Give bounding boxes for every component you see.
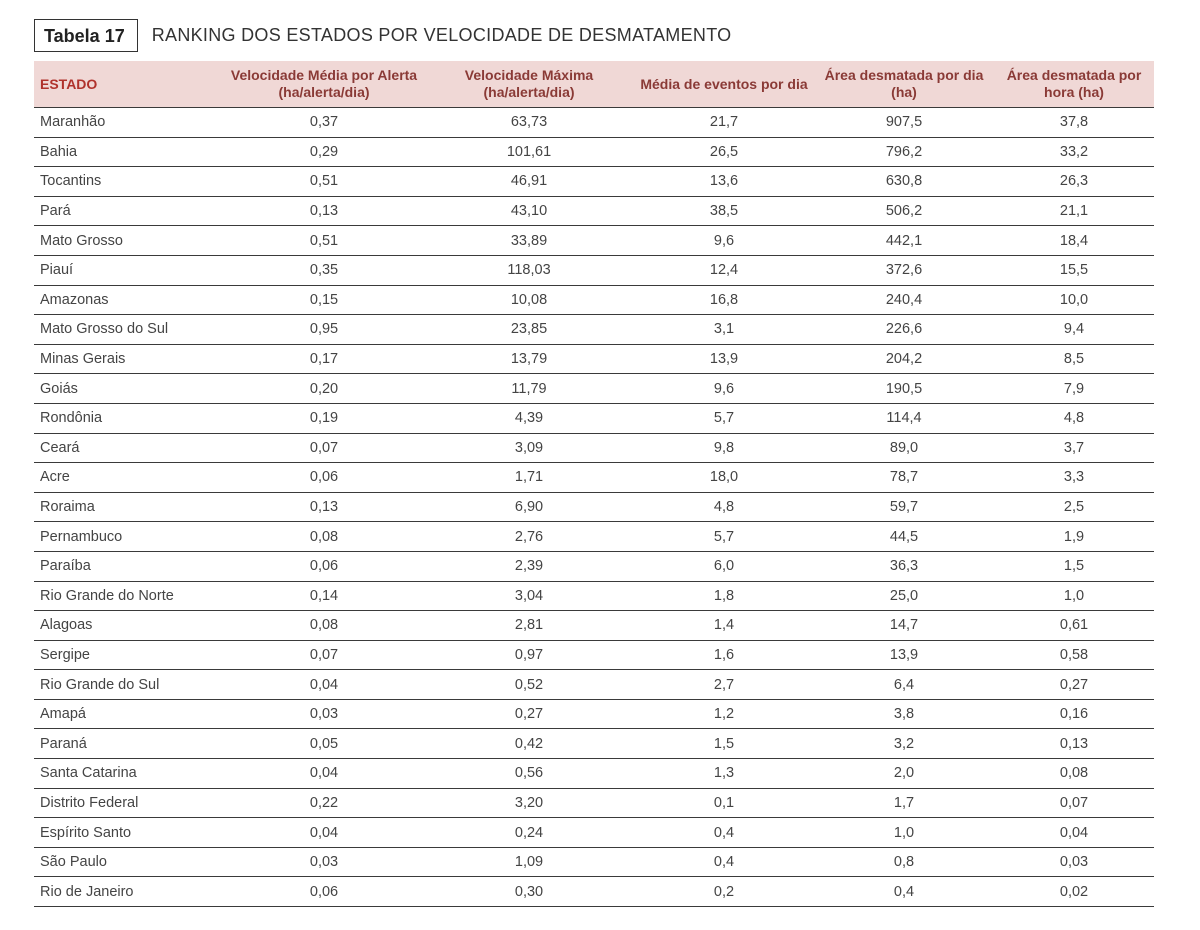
cell-media-eventos: 12,4: [634, 255, 814, 285]
table-row: [34, 433, 1154, 463]
cell-media-eventos: 2,7: [634, 670, 814, 700]
cell-media-eventos: 38,5: [634, 196, 814, 226]
table-row: [34, 463, 1154, 493]
cell-media-eventos: 13,6: [634, 167, 814, 197]
cell-area-dia: 89,0: [814, 433, 994, 463]
cell-area-hora: 26,3: [994, 167, 1154, 197]
table-row: [34, 315, 1154, 345]
cell-velocidade-media: 0,17: [224, 344, 424, 374]
cell-velocidade-media: 0,13: [224, 196, 424, 226]
cell-media-eventos: 0,4: [634, 818, 814, 848]
cell-velocidade-media: 0,19: [224, 403, 424, 433]
cell-area-dia: 190,5: [814, 374, 994, 404]
cell-area-dia: 36,3: [814, 551, 994, 581]
cell-velocidade-maxima: 3,09: [424, 433, 634, 463]
header-media-eventos: Média de eventos por dia: [634, 61, 814, 108]
cell-velocidade-maxima: 118,03: [424, 255, 634, 285]
cell-area-hora: 0,16: [994, 699, 1154, 729]
cell-area-hora: 33,2: [994, 137, 1154, 167]
cell-velocidade-media: 0,04: [224, 818, 424, 848]
cell-velocidade-media: 0,08: [224, 611, 424, 641]
cell-media-eventos: 0,1: [634, 788, 814, 818]
table-row: [34, 611, 1154, 641]
cell-area-dia: 240,4: [814, 285, 994, 315]
cell-media-eventos: 5,7: [634, 403, 814, 433]
cell-media-eventos: 16,8: [634, 285, 814, 315]
cell-area-dia: 226,6: [814, 315, 994, 345]
cell-estado: Espírito Santo: [34, 818, 224, 848]
cell-estado: Piauí: [34, 255, 224, 285]
cell-velocidade-media: 0,51: [224, 226, 424, 256]
cell-area-dia: 6,4: [814, 670, 994, 700]
cell-area-dia: 13,9: [814, 640, 994, 670]
table-row: [34, 877, 1154, 907]
table-row: [34, 492, 1154, 522]
cell-estado: Acre: [34, 463, 224, 493]
cell-velocidade-maxima: 46,91: [424, 167, 634, 197]
cell-velocidade-media: 0,06: [224, 551, 424, 581]
cell-area-hora: 0,61: [994, 611, 1154, 641]
cell-estado: São Paulo: [34, 847, 224, 877]
cell-area-hora: 0,04: [994, 818, 1154, 848]
cell-velocidade-media: 0,05: [224, 729, 424, 759]
cell-velocidade-maxima: 0,56: [424, 759, 634, 789]
cell-velocidade-maxima: 13,79: [424, 344, 634, 374]
table-caption: [34, 17, 731, 53]
cell-velocidade-maxima: 63,73: [424, 108, 634, 138]
cell-media-eventos: 5,7: [634, 522, 814, 552]
cell-velocidade-media: 0,07: [224, 640, 424, 670]
table-row: [34, 374, 1154, 404]
cell-area-hora: 0,03: [994, 847, 1154, 877]
cell-velocidade-maxima: 0,52: [424, 670, 634, 700]
cell-area-dia: 506,2: [814, 196, 994, 226]
cell-estado: Maranhão: [34, 108, 224, 138]
cell-area-dia: 78,7: [814, 463, 994, 493]
cell-velocidade-maxima: 3,04: [424, 581, 634, 611]
table-number-badge: Tabela 17: [34, 19, 138, 52]
cell-estado: Minas Gerais: [34, 344, 224, 374]
cell-media-eventos: 1,8: [634, 581, 814, 611]
cell-area-hora: 0,27: [994, 670, 1154, 700]
cell-media-eventos: 9,6: [634, 226, 814, 256]
cell-media-eventos: 26,5: [634, 137, 814, 167]
cell-velocidade-maxima: 23,85: [424, 315, 634, 345]
cell-area-dia: 114,4: [814, 403, 994, 433]
cell-velocidade-maxima: 2,76: [424, 522, 634, 552]
table-row: [34, 226, 1154, 256]
table-row: [34, 108, 1154, 138]
cell-area-dia: 442,1: [814, 226, 994, 256]
table-row: [34, 167, 1154, 197]
cell-area-hora: 1,9: [994, 522, 1154, 552]
cell-velocidade-media: 0,03: [224, 699, 424, 729]
cell-velocidade-maxima: 0,27: [424, 699, 634, 729]
cell-estado: Goiás: [34, 374, 224, 404]
table-row: [34, 522, 1154, 552]
cell-velocidade-media: 0,14: [224, 581, 424, 611]
cell-velocidade-media: 0,08: [224, 522, 424, 552]
cell-estado: Bahia: [34, 137, 224, 167]
cell-area-hora: 7,9: [994, 374, 1154, 404]
header-estado: ESTADO: [34, 61, 224, 108]
table-row: [34, 255, 1154, 285]
cell-area-hora: 8,5: [994, 344, 1154, 374]
cell-velocidade-maxima: 3,20: [424, 788, 634, 818]
table-row: [34, 818, 1154, 848]
table-row: [34, 847, 1154, 877]
cell-area-hora: 37,8: [994, 108, 1154, 138]
cell-estado: Santa Catarina: [34, 759, 224, 789]
cell-velocidade-media: 0,20: [224, 374, 424, 404]
header-velocidade-maxima: Velocidade Máxima (ha/alerta/dia): [424, 61, 634, 108]
cell-area-hora: 21,1: [994, 196, 1154, 226]
cell-velocidade-media: 0,04: [224, 670, 424, 700]
cell-velocidade-maxima: 0,97: [424, 640, 634, 670]
cell-estado: Tocantins: [34, 167, 224, 197]
cell-estado: Mato Grosso: [34, 226, 224, 256]
table-header-row: [34, 61, 1154, 108]
cell-area-hora: 0,07: [994, 788, 1154, 818]
cell-velocidade-maxima: 0,24: [424, 818, 634, 848]
cell-estado: Ceará: [34, 433, 224, 463]
header-area-dia: Área desmatada por dia (ha): [814, 61, 994, 108]
header-area-hora: Área desmatada por hora (ha): [994, 61, 1154, 108]
cell-velocidade-media: 0,22: [224, 788, 424, 818]
cell-velocidade-maxima: 1,71: [424, 463, 634, 493]
cell-area-dia: 372,6: [814, 255, 994, 285]
cell-media-eventos: 1,5: [634, 729, 814, 759]
table-row: [34, 759, 1154, 789]
cell-velocidade-maxima: 2,39: [424, 551, 634, 581]
cell-media-eventos: 13,9: [634, 344, 814, 374]
cell-media-eventos: 9,8: [634, 433, 814, 463]
cell-velocidade-media: 0,37: [224, 108, 424, 138]
cell-estado: Pará: [34, 196, 224, 226]
cell-media-eventos: 0,2: [634, 877, 814, 907]
cell-estado: Rio Grande do Sul: [34, 670, 224, 700]
cell-area-dia: 59,7: [814, 492, 994, 522]
cell-estado: Rondônia: [34, 403, 224, 433]
cell-media-eventos: 1,3: [634, 759, 814, 789]
table-body: [34, 108, 1154, 907]
cell-estado: Rio de Janeiro: [34, 877, 224, 907]
cell-area-dia: 14,7: [814, 611, 994, 641]
cell-media-eventos: 4,8: [634, 492, 814, 522]
cell-estado: Paraíba: [34, 551, 224, 581]
cell-media-eventos: 0,4: [634, 847, 814, 877]
cell-velocidade-maxima: 6,90: [424, 492, 634, 522]
cell-area-dia: 25,0: [814, 581, 994, 611]
table-row: [34, 699, 1154, 729]
cell-area-hora: 3,3: [994, 463, 1154, 493]
cell-velocidade-media: 0,07: [224, 433, 424, 463]
cell-area-dia: 1,0: [814, 818, 994, 848]
cell-velocidade-media: 0,06: [224, 877, 424, 907]
cell-estado: Distrito Federal: [34, 788, 224, 818]
ranking-table: [34, 61, 1154, 907]
cell-area-hora: 1,0: [994, 581, 1154, 611]
cell-estado: Mato Grosso do Sul: [34, 315, 224, 345]
cell-area-dia: 3,8: [814, 699, 994, 729]
cell-velocidade-maxima: 101,61: [424, 137, 634, 167]
cell-velocidade-media: 0,95: [224, 315, 424, 345]
cell-velocidade-maxima: 33,89: [424, 226, 634, 256]
cell-estado: Pernambuco: [34, 522, 224, 552]
header-velocidade-media: Velocidade Média por Alerta (ha/alerta/dia): [224, 61, 424, 108]
table-row: [34, 640, 1154, 670]
cell-velocidade-maxima: 0,42: [424, 729, 634, 759]
cell-velocidade-maxima: 10,08: [424, 285, 634, 315]
cell-estado: Rio Grande do Norte: [34, 581, 224, 611]
cell-velocidade-media: 0,04: [224, 759, 424, 789]
cell-media-eventos: 1,4: [634, 611, 814, 641]
table-row: [34, 581, 1154, 611]
cell-velocidade-media: 0,51: [224, 167, 424, 197]
table-row: [34, 788, 1154, 818]
cell-area-dia: 2,0: [814, 759, 994, 789]
cell-area-hora: 1,5: [994, 551, 1154, 581]
table-row: [34, 551, 1154, 581]
cell-velocidade-maxima: 1,09: [424, 847, 634, 877]
cell-velocidade-media: 0,06: [224, 463, 424, 493]
cell-media-eventos: 1,2: [634, 699, 814, 729]
cell-area-dia: 204,2: [814, 344, 994, 374]
cell-media-eventos: 3,1: [634, 315, 814, 345]
cell-estado: Alagoas: [34, 611, 224, 641]
cell-velocidade-media: 0,13: [224, 492, 424, 522]
cell-velocidade-media: 0,03: [224, 847, 424, 877]
cell-area-dia: 3,2: [814, 729, 994, 759]
cell-area-hora: 0,02: [994, 877, 1154, 907]
cell-velocidade-media: 0,29: [224, 137, 424, 167]
cell-velocidade-media: 0,15: [224, 285, 424, 315]
cell-area-hora: 10,0: [994, 285, 1154, 315]
cell-velocidade-maxima: 2,81: [424, 611, 634, 641]
table-row: [34, 729, 1154, 759]
cell-area-dia: 796,2: [814, 137, 994, 167]
cell-estado: Sergipe: [34, 640, 224, 670]
cell-area-dia: 1,7: [814, 788, 994, 818]
cell-area-hora: 0,13: [994, 729, 1154, 759]
cell-media-eventos: 21,7: [634, 108, 814, 138]
cell-estado: Roraima: [34, 492, 224, 522]
table-row: [34, 196, 1154, 226]
table-row: [34, 403, 1154, 433]
cell-estado: Paraná: [34, 729, 224, 759]
cell-area-hora: 4,8: [994, 403, 1154, 433]
cell-area-hora: 2,5: [994, 492, 1154, 522]
cell-velocidade-maxima: 43,10: [424, 196, 634, 226]
cell-area-hora: 3,7: [994, 433, 1154, 463]
cell-area-hora: 9,4: [994, 315, 1154, 345]
cell-area-hora: 0,58: [994, 640, 1154, 670]
table-row: [34, 285, 1154, 315]
cell-velocidade-maxima: 0,30: [424, 877, 634, 907]
cell-area-dia: 0,8: [814, 847, 994, 877]
cell-area-dia: 907,5: [814, 108, 994, 138]
cell-area-hora: 0,08: [994, 759, 1154, 789]
table-row: [34, 137, 1154, 167]
cell-velocidade-maxima: 4,39: [424, 403, 634, 433]
cell-area-dia: 630,8: [814, 167, 994, 197]
table-title: RANKING DOS ESTADOS POR VELOCIDADE DE DESMATAMENTO: [151, 24, 732, 45]
cell-media-eventos: 1,6: [634, 640, 814, 670]
cell-velocidade-maxima: 11,79: [424, 374, 634, 404]
cell-estado: Amapá: [34, 699, 224, 729]
cell-area-dia: 0,4: [814, 877, 994, 907]
cell-area-hora: 15,5: [994, 255, 1154, 285]
cell-area-dia: 44,5: [814, 522, 994, 552]
table-row: [34, 344, 1154, 374]
cell-media-eventos: 18,0: [634, 463, 814, 493]
cell-estado: Amazonas: [34, 285, 224, 315]
cell-media-eventos: 6,0: [634, 551, 814, 581]
cell-velocidade-media: 0,35: [224, 255, 424, 285]
table-row: [34, 670, 1154, 700]
cell-area-hora: 18,4: [994, 226, 1154, 256]
cell-media-eventos: 9,6: [634, 374, 814, 404]
